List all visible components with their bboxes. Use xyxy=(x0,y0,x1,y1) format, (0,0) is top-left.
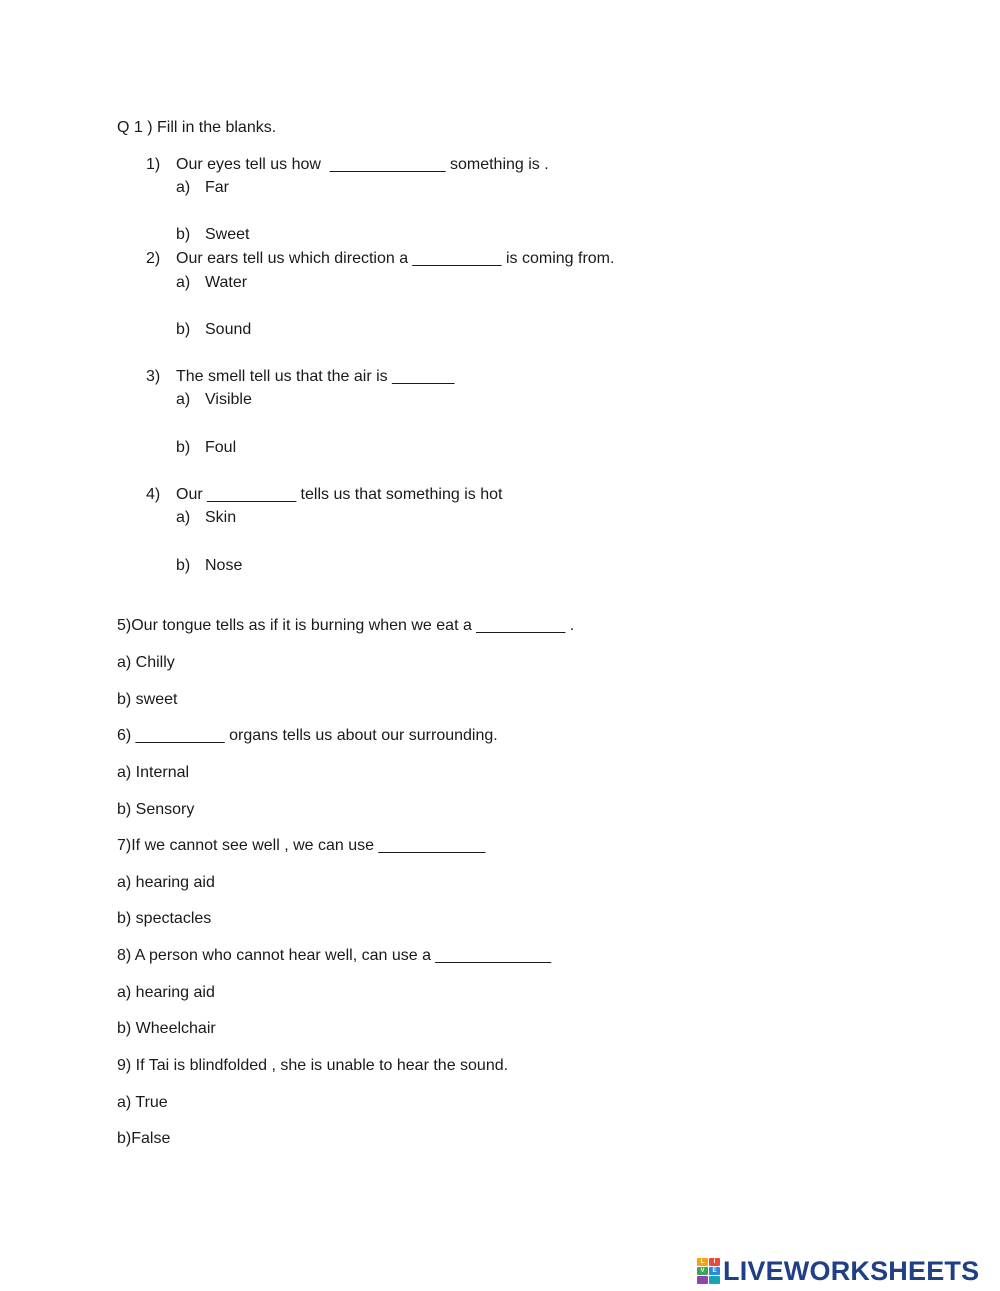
question-text: 5)Our tongue tells as if it is burning when we eat a __________ . xyxy=(117,617,575,634)
option-letter: a) xyxy=(176,509,191,526)
option-text: a) hearing aid xyxy=(117,874,215,891)
question-number: 1) xyxy=(146,156,161,173)
question-number: 4) xyxy=(146,486,161,503)
option-letter: b) xyxy=(176,439,191,456)
question-text: 6) __________ organs tells us about our surrounding. xyxy=(117,727,498,744)
logo-text: LIVEWORKSHEETS xyxy=(723,1256,980,1286)
logo-mark-tile xyxy=(697,1276,708,1284)
option-text: Nose xyxy=(205,557,243,574)
option-text: a) Internal xyxy=(117,764,190,781)
option-text: Sound xyxy=(205,321,252,338)
option-letter: a) xyxy=(176,274,191,291)
logo-mark-tile xyxy=(709,1276,720,1284)
option-letter: b) xyxy=(176,226,191,243)
question-number: 3) xyxy=(146,368,161,385)
option-text: b) spectacles xyxy=(117,910,212,927)
logo-mark-tile: I xyxy=(709,1258,720,1266)
option-text: Visible xyxy=(205,391,252,408)
question-text: Our __________ tells us that something is hot xyxy=(176,486,503,503)
option-text: b) sweet xyxy=(117,691,178,708)
question-text: Our ears tell us which direction a __________ is coming from. xyxy=(176,250,615,267)
option-text: a) True xyxy=(117,1094,168,1111)
option-text: Far xyxy=(205,179,229,196)
option-text: a) hearing aid xyxy=(117,984,215,1001)
logo-mark-tile: E xyxy=(709,1267,720,1275)
option-text: Water xyxy=(205,274,248,291)
question-text: Our eyes tell us how _____________ something is . xyxy=(176,156,549,173)
option-letter: a) xyxy=(176,391,191,408)
logo-mark-tile: V xyxy=(697,1267,708,1275)
option-letter: b) xyxy=(176,321,191,338)
option-text: b) Sensory xyxy=(117,801,195,818)
option-text: Sweet xyxy=(205,226,250,243)
liveworksheets-logo xyxy=(697,1257,979,1285)
worksheet-heading: Q 1 ) Fill in the blanks. xyxy=(117,119,277,136)
question-number: 2) xyxy=(146,250,161,267)
option-letter: b) xyxy=(176,557,191,574)
logo-mark-tile: L xyxy=(697,1258,708,1266)
logo-mark-icon xyxy=(697,1258,720,1284)
question-text: 7)If we cannot see well , we can use ____________ xyxy=(117,837,486,854)
question-text: 9) If Tai is blindfolded , she is unable to hear the sound. xyxy=(117,1057,509,1074)
option-text: b) Wheelchair xyxy=(117,1020,216,1037)
question-text: The smell tell us that the air is _______ xyxy=(176,368,455,385)
option-text: b)False xyxy=(117,1130,171,1147)
option-text: a) Chilly xyxy=(117,654,175,671)
option-letter: a) xyxy=(176,179,191,196)
option-text: Skin xyxy=(205,509,237,526)
option-text: Foul xyxy=(205,439,237,456)
question-text: 8) A person who cannot hear well, can use a _____________ xyxy=(117,947,552,964)
